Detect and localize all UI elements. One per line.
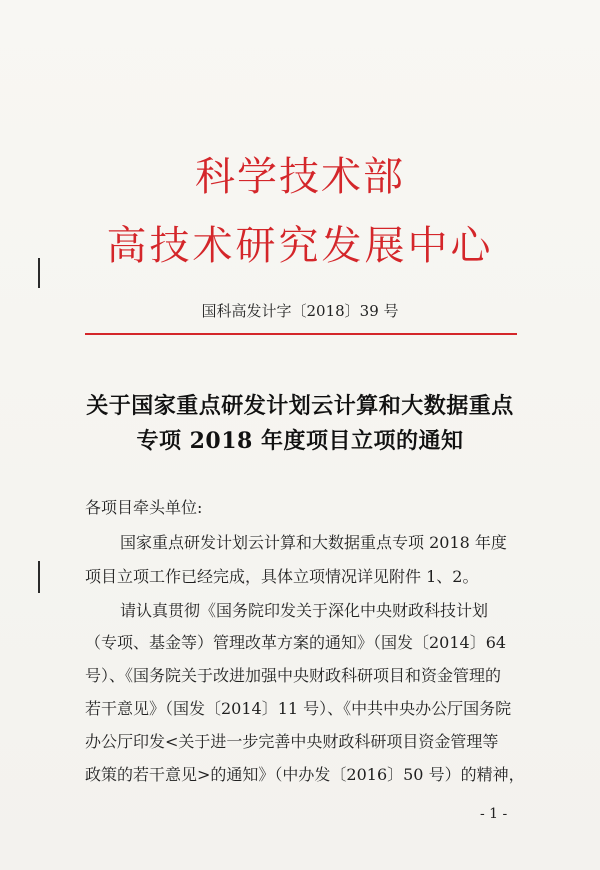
binding-mark (38, 561, 40, 593)
page-number: - 1 - (480, 806, 508, 822)
salutation: 各项目牵头单位: (85, 498, 203, 517)
issuing-org-line1: 科学技术部 (195, 154, 405, 200)
body-line: 号）、《国务院关于改进加强中央财政科研项目和资金管理的 (85, 666, 502, 685)
document-number: 国科高发计字〔2018〕39 号 (201, 302, 399, 320)
body-line: 国家重点研发计划云计算和大数据重点专项 2018 年度 (120, 533, 507, 552)
red-divider-rule (85, 333, 517, 335)
issuing-org-line2: 高技术研究发展中心 (106, 223, 494, 269)
body-line: 请认真贯彻《国务院印发关于深化中央财政科技计划 (120, 601, 489, 620)
notice-title-line2: 专项 2018 年度项目立项的通知 (136, 428, 464, 454)
body-line: 若干意见》（国发〔2014〕11 号）、《中共中央办公厅国务院 (85, 699, 512, 718)
body-line: 政策的若干意见>的通知》（中办发〔2016〕50 号）的精神， (85, 765, 525, 784)
notice-title-line1: 关于国家重点研发计划云计算和大数据重点 (86, 393, 514, 419)
body-line: 办公厅印发<关于进一步完善中央财政科研项目资金管理等 (85, 732, 499, 751)
body-line: 项目立项工作已经完成，具体立项情况详见附件 1、2。 (85, 567, 479, 586)
body-line: （专项、基金等）管理改革方案的通知》（国发〔2014〕64 (85, 633, 507, 652)
